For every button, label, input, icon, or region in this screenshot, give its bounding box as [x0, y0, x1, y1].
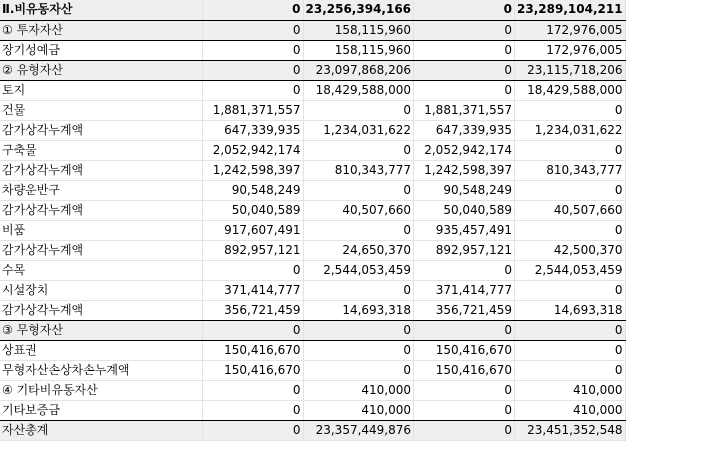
row-label[interactable]: 토지 — [0, 80, 202, 100]
cell-current-detail[interactable]: 0 — [202, 420, 303, 440]
table-row — [0, 300, 625, 320]
cell-current-total[interactable]: 0 — [303, 360, 414, 380]
table-row — [0, 400, 625, 420]
cell-current-detail[interactable]: 50,040,589 — [202, 200, 303, 220]
cell-prior-total[interactable]: 23,451,352,548 — [515, 420, 626, 440]
row-label[interactable]: ② 유형자산 — [0, 60, 202, 80]
cell-prior-total[interactable]: 2,544,053,459 — [515, 260, 626, 280]
cell-current-total[interactable]: 810,343,777 — [303, 160, 414, 180]
table-row — [0, 280, 625, 300]
table-row — [0, 220, 625, 240]
table-row — [0, 0, 625, 20]
cell-prior-detail[interactable]: 1,242,598,397 — [414, 160, 515, 180]
cell-prior-total[interactable]: 1,234,031,622 — [515, 120, 626, 140]
cell-prior-total[interactable]: 0 — [515, 320, 626, 340]
row-label[interactable]: 비품 — [0, 220, 202, 240]
cell-prior-detail[interactable]: 371,414,777 — [414, 280, 515, 300]
cell-prior-detail[interactable]: 1,881,371,557 — [414, 100, 515, 120]
row-label[interactable]: 감가상각누계액 — [0, 200, 202, 220]
row-label[interactable]: 차량운반구 — [0, 180, 202, 200]
table-row — [0, 320, 625, 340]
cell-current-total[interactable]: 2,544,053,459 — [303, 260, 414, 280]
cell-current-total[interactable]: 0 — [303, 340, 414, 360]
row-label[interactable]: Ⅱ.비유동자산 — [0, 0, 202, 20]
cell-prior-total[interactable]: 0 — [515, 220, 626, 240]
cell-current-detail[interactable]: 371,414,777 — [202, 280, 303, 300]
cell-current-total[interactable]: 0 — [303, 220, 414, 240]
table-row — [0, 160, 625, 180]
cell-prior-detail[interactable]: 50,040,589 — [414, 200, 515, 220]
cell-prior-total[interactable]: 18,429,588,000 — [515, 80, 626, 100]
cell-current-detail[interactable]: 0 — [202, 0, 303, 20]
table-row — [0, 180, 625, 200]
cell-current-detail[interactable]: 0 — [202, 80, 303, 100]
table-row — [0, 380, 625, 400]
cell-prior-total[interactable]: 23,289,104,211 — [515, 0, 626, 20]
table-row — [0, 100, 625, 120]
row-label[interactable]: 구축물 — [0, 140, 202, 160]
cell-current-total[interactable]: 40,507,660 — [303, 200, 414, 220]
row-label[interactable]: 수목 — [0, 260, 202, 280]
table-row — [0, 40, 625, 60]
cell-prior-detail[interactable]: 0 — [414, 260, 515, 280]
cell-current-total[interactable]: 24,650,370 — [303, 240, 414, 260]
cell-current-detail[interactable]: 917,607,491 — [202, 220, 303, 240]
cell-current-total[interactable]: 0 — [303, 280, 414, 300]
cell-current-total[interactable]: 23,097,868,206 — [303, 60, 414, 80]
cell-prior-total[interactable]: 14,693,318 — [515, 300, 626, 320]
cell-current-detail[interactable]: 150,416,670 — [202, 340, 303, 360]
table-row — [0, 260, 625, 280]
cell-prior-detail[interactable]: 150,416,670 — [414, 340, 515, 360]
cell-current-detail[interactable]: 2,052,942,174 — [202, 140, 303, 160]
cell-prior-total[interactable]: 0 — [515, 100, 626, 120]
cell-prior-total[interactable]: 172,976,005 — [515, 20, 626, 40]
cell-prior-detail[interactable]: 0 — [414, 380, 515, 400]
row-label[interactable]: 건물 — [0, 100, 202, 120]
table-row — [0, 120, 625, 140]
cell-prior-total[interactable]: 0 — [515, 360, 626, 380]
cell-current-total[interactable]: 0 — [303, 320, 414, 340]
row-label[interactable]: 감가상각누계액 — [0, 120, 202, 140]
cell-current-detail[interactable]: 0 — [202, 260, 303, 280]
cell-prior-detail[interactable]: 892,957,121 — [414, 240, 515, 260]
cell-prior-detail[interactable]: 0 — [414, 40, 515, 60]
cell-prior-detail[interactable]: 0 — [414, 60, 515, 80]
row-label[interactable]: 장기성예금 — [0, 40, 202, 60]
row-label[interactable]: 기타보증금 — [0, 400, 202, 420]
cell-prior-detail[interactable]: 90,548,249 — [414, 180, 515, 200]
table-row — [0, 200, 625, 220]
table-row — [0, 360, 625, 380]
cell-current-total[interactable]: 158,115,960 — [303, 40, 414, 60]
row-label[interactable]: 감가상각누계액 — [0, 160, 202, 180]
cell-current-detail[interactable]: 356,721,459 — [202, 300, 303, 320]
cell-current-total[interactable]: 0 — [303, 180, 414, 200]
cell-current-detail[interactable]: 1,881,371,557 — [202, 100, 303, 120]
cell-current-total[interactable]: 23,357,449,876 — [303, 420, 414, 440]
cell-current-total[interactable]: 1,234,031,622 — [303, 120, 414, 140]
table-row — [0, 20, 625, 40]
cell-current-detail[interactable]: 892,957,121 — [202, 240, 303, 260]
cell-prior-total[interactable]: 0 — [515, 140, 626, 160]
cell-prior-detail[interactable]: 647,339,935 — [414, 120, 515, 140]
cell-prior-total[interactable]: 40,507,660 — [515, 200, 626, 220]
row-label[interactable]: ① 투자자산 — [0, 20, 202, 40]
table-row — [0, 420, 625, 440]
cell-prior-detail[interactable]: 0 — [414, 20, 515, 40]
cell-prior-detail[interactable]: 0 — [414, 320, 515, 340]
cell-current-detail[interactable]: 0 — [202, 40, 303, 60]
cell-prior-total[interactable]: 0 — [515, 340, 626, 360]
table-row — [0, 240, 625, 260]
cell-current-total[interactable]: 14,693,318 — [303, 300, 414, 320]
table-row — [0, 340, 625, 360]
cell-current-detail[interactable]: 150,416,670 — [202, 360, 303, 380]
row-label[interactable]: 감가상각누계액 — [0, 240, 202, 260]
cell-prior-total[interactable]: 42,500,370 — [515, 240, 626, 260]
cell-current-detail[interactable]: 0 — [202, 380, 303, 400]
cell-current-detail[interactable]: 647,339,935 — [202, 120, 303, 140]
cell-prior-total[interactable]: 410,000 — [515, 380, 626, 400]
row-label[interactable]: 시설장치 — [0, 280, 202, 300]
cell-current-detail[interactable]: 0 — [202, 400, 303, 420]
cell-current-total[interactable]: 18,429,588,000 — [303, 80, 414, 100]
cell-current-total[interactable]: 158,115,960 — [303, 20, 414, 40]
cell-prior-detail[interactable]: 2,052,942,174 — [414, 140, 515, 160]
cell-current-total[interactable]: 0 — [303, 100, 414, 120]
cell-prior-total[interactable]: 0 — [515, 180, 626, 200]
cell-prior-detail[interactable]: 0 — [414, 80, 515, 100]
cell-prior-total[interactable]: 410,000 — [515, 400, 626, 420]
table-row — [0, 60, 625, 80]
cell-prior-detail[interactable]: 935,457,491 — [414, 220, 515, 240]
cell-current-detail[interactable]: 90,548,249 — [202, 180, 303, 200]
table-row — [0, 140, 625, 160]
cell-prior-total[interactable]: 172,976,005 — [515, 40, 626, 60]
row-label[interactable]: ③ 무형자산 — [0, 320, 202, 340]
cell-current-detail[interactable]: 0 — [202, 60, 303, 80]
cell-prior-detail[interactable]: 0 — [414, 0, 515, 20]
cell-prior-total[interactable]: 0 — [515, 280, 626, 300]
cell-current-total[interactable]: 410,000 — [303, 380, 414, 400]
cell-prior-total[interactable]: 23,115,718,206 — [515, 60, 626, 80]
cell-current-total[interactable]: 0 — [303, 140, 414, 160]
row-label[interactable]: 무형자산손상차손누계액 — [0, 360, 202, 380]
cell-prior-detail[interactable]: 150,416,670 — [414, 360, 515, 380]
cell-current-detail[interactable]: 0 — [202, 20, 303, 40]
cell-prior-detail[interactable]: 0 — [414, 400, 515, 420]
cell-current-total[interactable]: 410,000 — [303, 400, 414, 420]
cell-current-detail[interactable]: 1,242,598,397 — [202, 160, 303, 180]
table-row — [0, 80, 625, 100]
row-label[interactable]: 자산총계 — [0, 420, 202, 440]
cell-prior-total[interactable]: 810,343,777 — [515, 160, 626, 180]
row-label[interactable]: 상표권 — [0, 340, 202, 360]
row-label[interactable]: ④ 기타비유동자산 — [0, 380, 202, 400]
cell-current-total[interactable]: 23,256,394,166 — [303, 0, 414, 20]
cell-current-detail[interactable]: 0 — [202, 320, 303, 340]
cell-prior-detail[interactable]: 356,721,459 — [414, 300, 515, 320]
cell-prior-detail[interactable]: 0 — [414, 420, 515, 440]
row-label[interactable]: 감가상각누계액 — [0, 300, 202, 320]
